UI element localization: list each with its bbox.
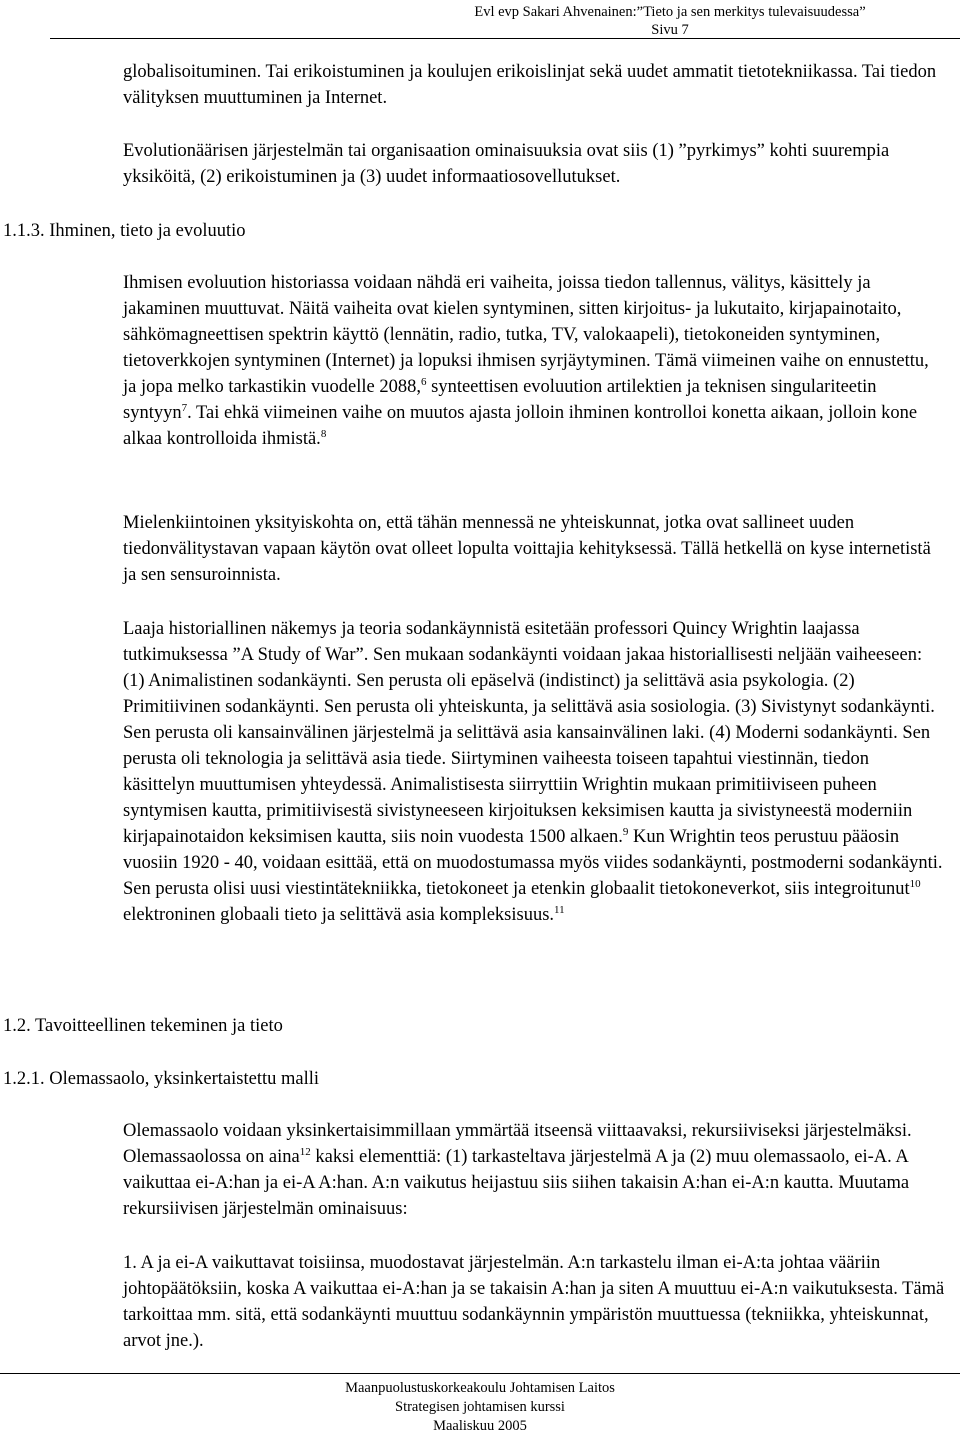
section-heading-1-2: 1.2. Tavoitteellinen tekeminen ja tieto: [3, 1016, 283, 1036]
footer-course: Strategisen johtamisen kurssi: [395, 1399, 565, 1415]
page-header: [420, 3, 920, 39]
page-footer: [230, 1379, 730, 1436]
footnote-ref-10: 10: [909, 877, 921, 890]
footer-institution: Maanpuolustuskorkeakoulu Johtamisen Laitos: [345, 1380, 615, 1396]
section-heading-1-2-1: 1.2.1. Olemassaolo, yksinkertaistettu malli: [3, 1069, 319, 1089]
footnote-ref-7: 7: [181, 401, 188, 414]
paragraph-evolutionary-system: Evolutionäärisen järjestelmän tai organisaation ominaisuuksia ovat siis (1) ”pyrkimys” kohti suurempia yksiköitä, (2) erikoistuminen ja (3) uudet informaatiosovellutukset.: [123, 141, 890, 187]
paragraph-societies: Mielenkiintoinen yksityiskohta on, että tähän mennessä ne yhteiskunnat, jotka ovat sallineet uuden tiedonvälitystavan vapaan käytön ovat olleet lopulta voittajia kehityksessä. Tällä hetkellä on kyse internetistä ja sen sensuroinnista.: [123, 513, 931, 585]
footer-date: Maaliskuu 2005: [433, 1418, 527, 1434]
footnote-ref-11: 11: [554, 903, 565, 916]
footer-rule: [0, 1373, 960, 1374]
footnote-ref-12: 12: [299, 1145, 311, 1158]
footnote-ref-8: 8: [320, 427, 327, 440]
list-item-1: 1. A ja ei-A vaikuttavat toisiinsa, muodostavat järjestelmän. A:n tarkastelu ilman ei-A:ta johtaa vääriin johtopäätöksiin, koska A vaikuttaa ei-A:han ja se takaisin A:han ja siten A muuttuu ei-A:n vaikutuksesta. Tämä tarkoittaa mm. sitä, että sodankäynti muuttuu sodankäynnin ympäristön muuttuessa (tekniikka, yhteiskunnat, arvot jne.).: [123, 1253, 945, 1351]
paragraph-existence: Olemassaolo voidaan yksinkertaisimmillaan ymmärtää itseensä viittaavaksi, rekursiiviseksi järjestelmäksi. Olemassaolossa on aina$^{12}$ kaksi elementtiä: (1) tarkasteltava järjestelmä A ja (2) muu olemassaolo, ei-A. A vaikuttaa ei-A:han ja ei-A A:han. A:n vaikutus heijastuu siis siihen takaisin A:han ei-A:n kautta. Muutama rekursiivisen järjestelmän ominaisuus:: [123, 1121, 912, 1219]
paragraph-wright-theory: Laaja historiallinen näkemys ja teoria sodankäynnistä esitetään professori Quincy Wrightin laajassa tutkimuksessa ”A Study of War”. Sen mukaan sodankäynti voidaan jakaa historiallisesti neljään vaiheeseen: (1) Animalistinen sodankäynti. Sen perusta oli epäselvä (indistinct) ja selittävä asia psykologia. (2) Primitiivinen sodankäynti. Sen perusta oli yhteiskunta, ja selittävä asia sosiologia. (3) Sivistynyt sodankäynti. Sen perusta oli kansainvälinen järjestelmä ja selittävä asia kansainvälinen laki. (4) Moderni sodankäynti. Sen perusta oli teknologia ja selittävä asia tiede. Siirtyminen vaiheesta toiseen tapahtui viestinnän, tiedon käsittelyn muuttumisen yhteydessä. Animalistisesta siirryttiin Wrightin mukaan primitiiviseen puheen syntymisen kautta, primitiivisestä sivistyneeseen kirjoituksen keksimisen kautta ja sivistyneestä moderniin kirjapainotaidon keksimisen kautta, siis noin vuodesta 1500 alkaen.$^9$ Kun Wrightin teos perustuu pääosin vuosiin 1920 - 40, voidaan esittää, että on muodostumassa myös viides sodankäynti, postmoderni sodankäynti. Sen perusta olisi uusi viestintätekniikka, tietokoneet ja etenkin globaalit tietokoneverkot, siis integroitunut$^{10}$ elektroninen globaali tieto ja selittävä asia kompleksisuus.$^{11}$: [123, 619, 943, 925]
paragraph-human-evolution: Ihmisen evoluution historiassa voidaan nähdä eri vaiheita, joissa tiedon tallennus, välitys, käsittely ja jakaminen muuttuvat. Näitä vaiheita ovat kielen syntyminen, sitten kirjoitus- ja lukutaito, kirjapainotaito, sähkömagneettisen spektrin käyttö (lennätin, radio, tutka, TV, valokaapeli), tietokoneiden syntyminen, tietoverkkojen syntyminen (Internet) ja lopuksi ihmisen syrjäytyminen. Tämä viimeinen vaihe on ennustettu, ja jopa melko tarkastikin vuodelle 2088,$^6$ synteettisen evoluution artilektien ja teknisen singulariteetin syntyyn$^7$. Tai ehkä viimeinen vaihe on muutos ajasta jolloin ihminen kontrolloi konetta aikaan, jolloin kone alkaa kontrolloida ihmistä.$^8$: [123, 273, 929, 449]
paragraph-globalisation: globalisoituminen. Tai erikoistuminen ja koulujen erikoislinjat sekä uudet ammatit tietotekniikassa. Tai tiedon välityksen muuttuminen ja Internet.: [123, 62, 937, 108]
header-rule: [50, 38, 960, 39]
page-number: Sivu 7: [651, 22, 689, 38]
header-title: Evl evp Sakari Ahvenainen:”Tieto ja sen merkitys tulevaisuudessa”: [474, 4, 866, 20]
footnote-ref-9: 9: [622, 825, 629, 838]
section-heading-1-1-3: 1.1.3. Ihminen, tieto ja evoluutio: [3, 221, 246, 241]
footnote-ref-6: 6: [421, 375, 427, 388]
